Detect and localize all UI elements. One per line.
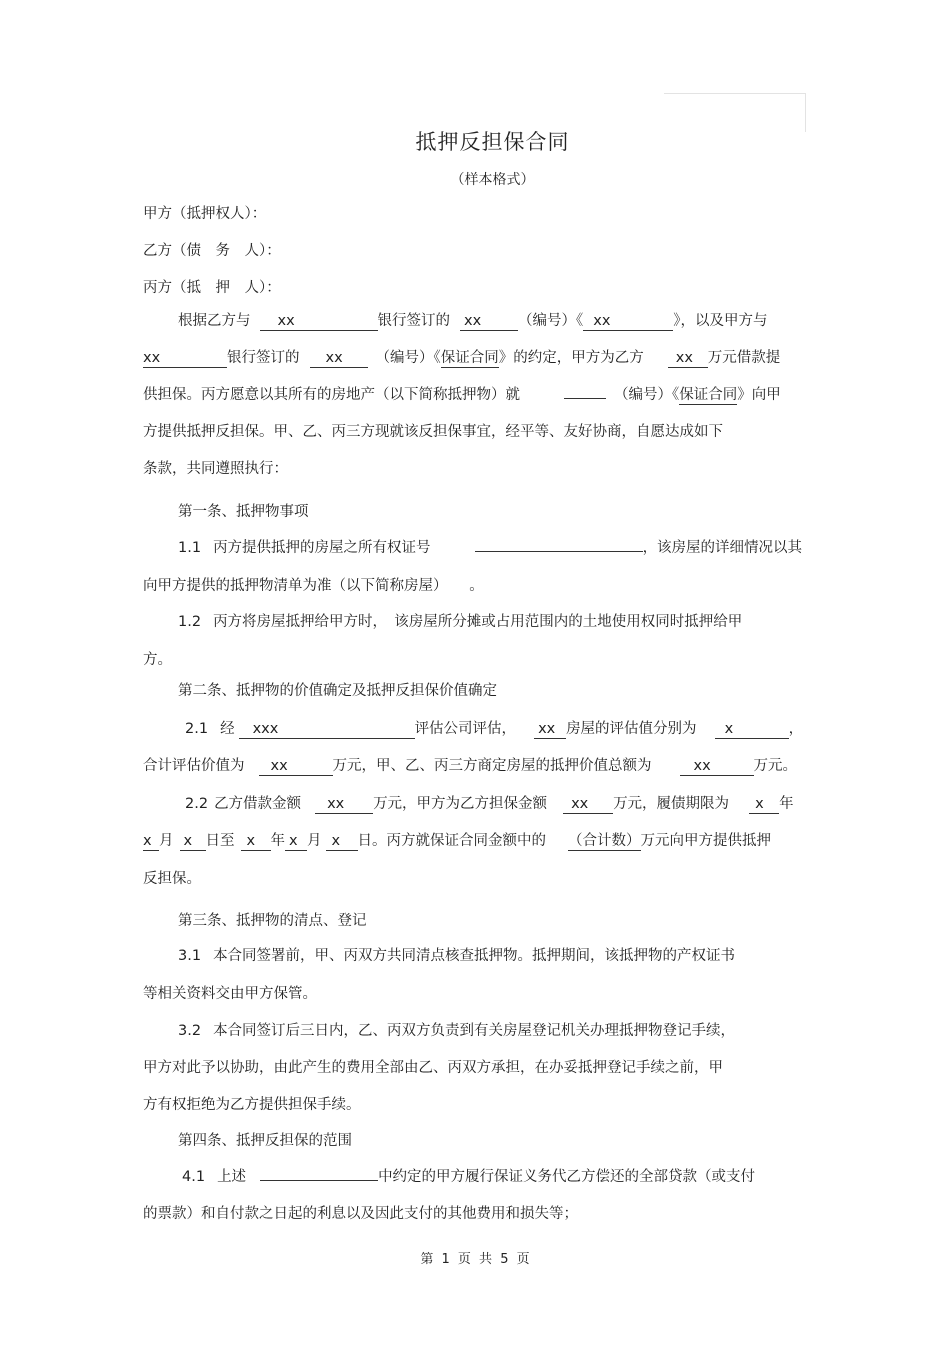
clause-text: 合计评估价值为 bbox=[143, 758, 245, 774]
fill-blank: x bbox=[749, 795, 779, 814]
clause-3-2-line-2: 甲方对此予以协助，由此产生的费用全部由乙、丙双方承担，在办妥抵押登记手续之前，甲 bbox=[143, 1060, 723, 1076]
fill-blank: x bbox=[143, 832, 159, 851]
clause-text: ， bbox=[788, 721, 804, 737]
fill-blank: xx bbox=[680, 757, 754, 776]
clause-text: 日。丙方就保证合同金额中的 bbox=[357, 833, 546, 849]
article-1-heading: 第一条、抵押物事项 bbox=[178, 504, 309, 520]
clause-text: 月 bbox=[307, 833, 322, 849]
fill-blank: xx bbox=[668, 349, 708, 368]
clause-4-1-line-2: 的票款）和自付款之日起的利息以及因此支付的其他费用和损失等； bbox=[143, 1206, 578, 1222]
clause-3-2-line-3: 方有权拒绝为乙方提供担保手续。 bbox=[143, 1097, 361, 1113]
intro-text: 》向甲 bbox=[737, 387, 781, 403]
clause-text: 年 bbox=[270, 833, 285, 849]
clause-number: 1.2 bbox=[178, 614, 202, 630]
fill-blank: xx bbox=[583, 312, 673, 331]
intro-text: 》的约定，甲方为乙方 bbox=[498, 350, 644, 366]
clause-2-1 bbox=[185, 719, 803, 739]
fill-blank: xx bbox=[143, 349, 227, 368]
intro-line-3 bbox=[143, 385, 781, 405]
clause-text: 丙方提供抵押的房屋之所有权证号 bbox=[213, 540, 431, 556]
clause-number: 3.2 bbox=[178, 1023, 202, 1039]
intro-line-5: 条款，共同遵照执行： bbox=[143, 461, 288, 477]
clause-text: 中约定的甲方履行保证义务代乙方偿还的全部贷款（或支付 bbox=[378, 1169, 756, 1185]
contract-name: 保证合同 bbox=[679, 387, 738, 403]
fill-blank: xx bbox=[315, 795, 373, 814]
fill-blank: xxx bbox=[239, 720, 415, 739]
fill-blank: x bbox=[180, 832, 206, 851]
clause-4-1 bbox=[182, 1167, 755, 1187]
clause-text: 万元，甲方为乙方担保金额 bbox=[373, 796, 548, 812]
fill-blank: xx bbox=[460, 312, 518, 331]
fill-blank: x bbox=[285, 832, 307, 851]
intro-text: 供担保。丙方愿意以其所有的房地产（以下简称抵押物）就 bbox=[143, 387, 520, 403]
clause-text: 日至 bbox=[205, 833, 235, 849]
intro-text: 根据乙方与 bbox=[178, 313, 251, 329]
fill-blank: x bbox=[241, 832, 271, 851]
contract-name: 保证合同 bbox=[440, 350, 499, 366]
intro-text: （编号）《 bbox=[614, 387, 680, 403]
intro-text: （编号）《 bbox=[518, 313, 584, 329]
party-a-line: 甲方（抵押权人）： bbox=[143, 206, 267, 222]
clause-number: 2.1 bbox=[185, 721, 209, 737]
fill-blank: x bbox=[326, 832, 358, 851]
intro-line-1 bbox=[178, 311, 768, 331]
page-footer: 第 1 页 共 5 页 bbox=[420, 1252, 530, 1267]
clause-text: 经 bbox=[220, 721, 235, 737]
intro-text: 银行签订的 bbox=[377, 313, 450, 329]
article-2-heading: 第二条、抵押物的价值确定及抵押反担保价值确定 bbox=[178, 683, 497, 699]
clause-2-2-line-2 bbox=[143, 831, 771, 851]
clause-text: 万元，甲、乙、丙三方商定房屋的抵押价值总额为 bbox=[332, 758, 652, 774]
clause-text: 评估公司评估， bbox=[414, 721, 517, 737]
clause-text: 上述 bbox=[217, 1169, 247, 1185]
clause-2-2 bbox=[185, 794, 794, 814]
clause-1-1-line-2: 向甲方提供的抵押物清单为准（以下简称房屋） 。 bbox=[143, 578, 484, 594]
clause-number: 3.1 bbox=[178, 948, 202, 964]
clause-3-1 bbox=[178, 946, 735, 966]
document-title: 抵押反担保合同 bbox=[415, 130, 570, 154]
clause-text: 本合同签署前，甲、丙双方共同清点核查抵押物。抵押期间，该抵押物的产权证书 bbox=[213, 948, 736, 964]
intro-text: 》，以及甲方与 bbox=[673, 313, 768, 329]
fill-blank: x bbox=[715, 720, 789, 739]
intro-line-4: 方提供抵押反担保。甲、乙、丙三方现就该反担保事宜，经平等、友好协商，自愿达成如下 bbox=[143, 424, 723, 440]
intro-text: 银行签订的 bbox=[227, 350, 300, 366]
fill-blank: xx bbox=[310, 349, 368, 368]
clause-text: 房屋的评估值分别为 bbox=[566, 721, 697, 737]
fill-blank bbox=[260, 1180, 378, 1181]
clause-number: 2.2 bbox=[185, 796, 209, 812]
clause-text: 万元向甲方提供抵押 bbox=[640, 833, 771, 849]
clause-1-2-line-2: 方。 bbox=[143, 652, 172, 668]
party-b-line: 乙方（债 务 人）： bbox=[143, 243, 281, 259]
clause-2-1-line-2 bbox=[143, 756, 797, 776]
article-4-heading: 第四条、抵押反担保的范围 bbox=[178, 1133, 352, 1149]
clause-text: 丙方将房屋抵押给甲方时， 该房屋所分摊或占用范围内的土地使用权同时抵押给甲 bbox=[213, 614, 743, 630]
clause-3-2 bbox=[178, 1021, 735, 1041]
clause-text: 万元，履债期限为 bbox=[613, 796, 730, 812]
clause-text: ，该房屋的详细情况以其 bbox=[642, 540, 803, 556]
clause-3-1-line-2: 等相关资料交由甲方保管。 bbox=[143, 986, 317, 1002]
clause-2-2-line-3: 反担保。 bbox=[143, 871, 201, 887]
clause-1-2 bbox=[178, 612, 742, 632]
fill-blank bbox=[564, 398, 606, 399]
article-3-heading: 第三条、抵押物的清点、登记 bbox=[178, 913, 367, 929]
fill-blank: xx bbox=[259, 757, 333, 776]
fill-blank bbox=[475, 551, 643, 552]
clause-text: 年 bbox=[779, 796, 794, 812]
fill-blank: xx bbox=[534, 720, 566, 739]
clause-text: 月 bbox=[159, 833, 174, 849]
clause-text: 乙方借款金额 bbox=[214, 796, 302, 812]
clause-text: 本合同签订后三日内，乙、丙双方负责到有关房屋登记机关办理抵押物登记手续， bbox=[213, 1023, 736, 1039]
document-subtitle: （样本格式） bbox=[450, 172, 535, 188]
clause-1-1 bbox=[178, 538, 802, 558]
intro-text: 万元借款提 bbox=[707, 350, 781, 366]
intro-text: （编号）《 bbox=[375, 350, 441, 366]
clause-number: 1.1 bbox=[178, 540, 202, 556]
intro-line-2 bbox=[143, 348, 780, 368]
fill-blank: xx bbox=[563, 795, 613, 814]
clause-number: 4.1 bbox=[182, 1169, 206, 1185]
fill-blank: xx bbox=[260, 312, 378, 331]
party-c-line: 丙方（抵 押 人）： bbox=[143, 280, 281, 296]
clause-text: 万元。 bbox=[753, 758, 797, 774]
fill-blank: （合计数） bbox=[568, 833, 641, 849]
